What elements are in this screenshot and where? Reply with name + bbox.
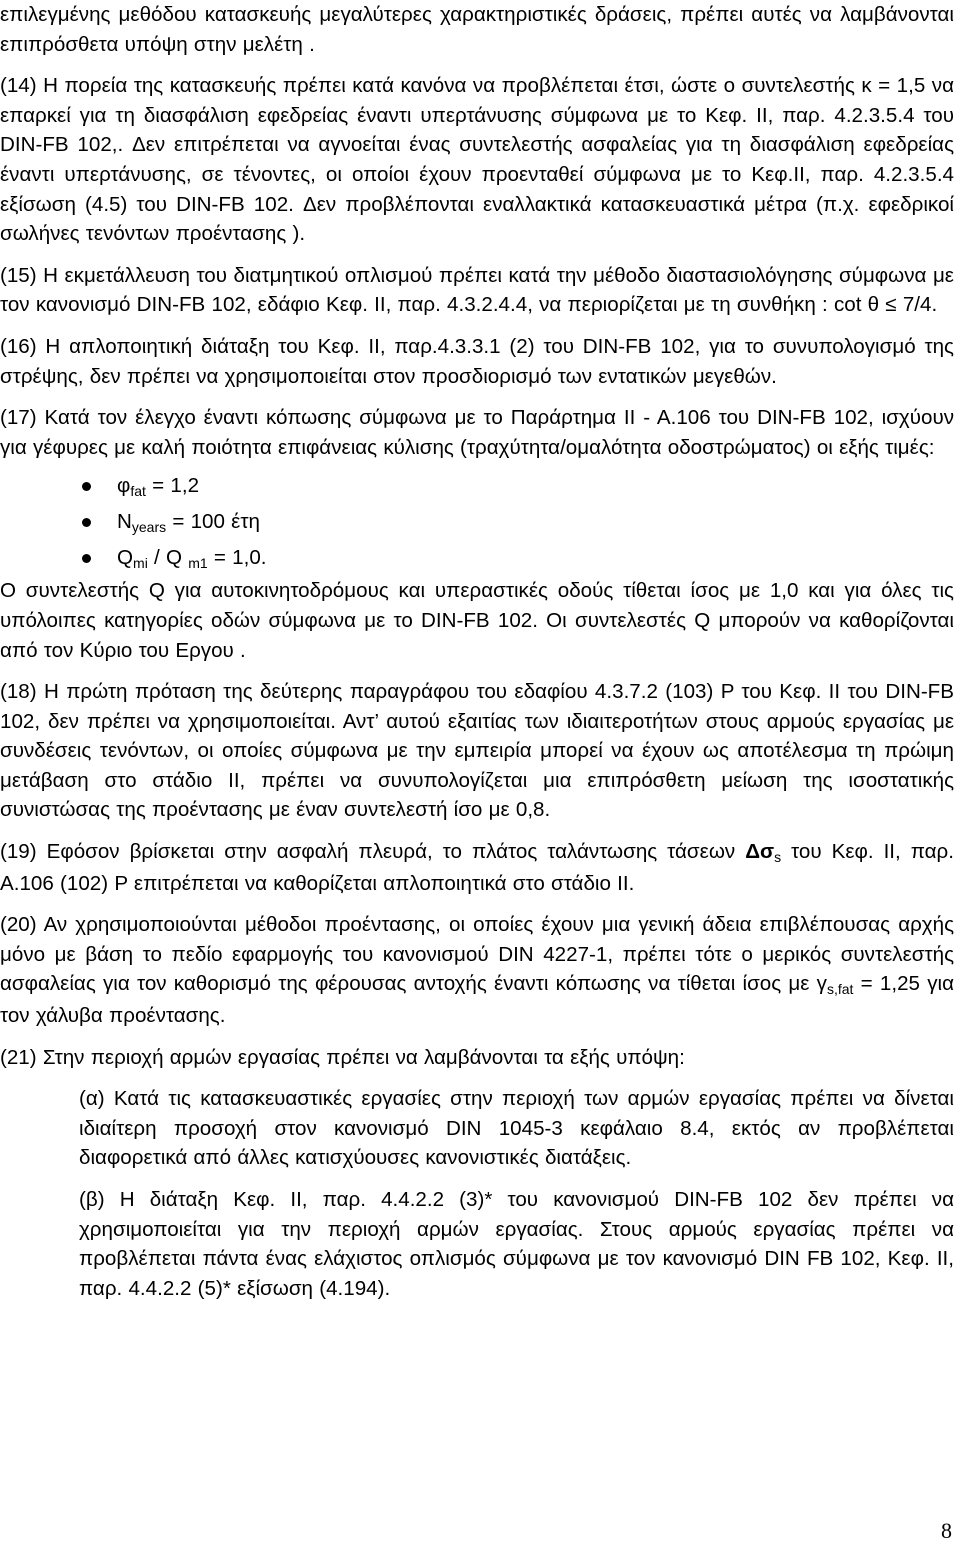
paragraph-14: (14) Η πορεία της κατασκευής πρέπει κατά κανόνα να προβλέπεται έτσι, ώστε ο συντελεστής κ = 1,5 να επαρκεί για τη διασφάλιση εφεδρείας έναντι υπερτάνυσης σύμφωνα με το Κεφ. ΙΙ, παρ. 4.2.3.5.4 του DIN-FB 102,. Δεν επιτρέπεται να αγνοείται ένας συντελεστής ασφαλείας για τη διασφάλιση εφεδρείας έναντι υπερτάνυσης, σε τένοντες, οι οποίοι έχουν προενταθεί σύμφωνα με το Κεφ.ΙΙ, παρ. 4.2.3.5.4 εξίσωση (4.5) του DIN-FB 102. Δεν προβλέπονται εναλλακτικά κατασκευαστικά μέτρα (π.χ. εφεδρικοί σωλήνες τενόντων προέντασης ). [0, 74, 954, 246]
page-number: 8 [941, 1518, 952, 1544]
list-item: Nyears = 100 έτη [0, 504, 954, 540]
list-item: Qmi / Q m1 = 1,0. [0, 540, 954, 576]
paragraph-17: (17) Κατά τον έλεγχο έναντι κόπωσης σύμφωνα με το Παράρτημα ΙΙ - Α.106 του DIN-FB 102, ισχύουν για γέφυρες με καλή ποιότητα επιφάνειας κύλισης (τραχύτητα/ομαλότητα οδοστρώματος) οι εξής τιμές: [0, 406, 954, 459]
paragraph-intro: επιλεγμένης μεθόδου κατασκευής μεγαλύτερες χαρακτηριστικές δράσεις, πρέπει αυτές να λαμβάνονται επιπρόσθετα υπόψη στην μελέτη . [0, 3, 954, 56]
paragraph-17-continued: Ο συντελεστής Q για αυτοκινητοδρόμους και υπεραστικές οδούς τίθεται ίσος με 1,0 και για όλες τις υπόλοιπες κατηγορίες οδών σύμφωνα με το DIN-FB 102. Οι συντελεστές Q μπορούν να καθορίζονται από τον Κύριο του Εργου . [0, 579, 954, 662]
list-item: φfat = 1,2 [0, 468, 954, 504]
paragraph-21: (21) Στην περιοχή αρμών εργασίας πρέπει να λαμβάνονται τα εξής υπόψη: [0, 1045, 685, 1069]
bullet-icon [82, 518, 91, 527]
bullet-icon [82, 482, 91, 491]
paragraph-19: (19) Εφόσον βρίσκεται στην ασφαλή πλευρά, το πλάτος ταλάντωσης τάσεων Δσs του Κεφ. ΙΙ, παρ. Α.106 (102) P επιτρέπεται να καθορίζεται απλοποιητικά στο στάδιο ΙΙ. [0, 840, 954, 895]
paragraph-20: (20) Αν χρησιμοποιούνται μέθοδοι προέντασης, οι οποίες έχουν μια γενική άδεια επιβλέπουσας αρχής μόνο με βάση το πεδίο εφαρμογής του κανονισμού DIN 4227-1, πρέπει τότε ο μερικός συντελεστής ασφαλείας για τον καθορισμό της φέρουσας αντοχής έναντι κόπωσης να τίθεται ίσος με γs,fat = 1,25 για τον χάλυβα προέντασης. [0, 913, 954, 1028]
fatigue-values-list [0, 468, 954, 576]
paragraph-21-b: (β) Η διάταξη Κεφ. ΙΙ, παρ. 4.4.2.2 (3)* του κανονισμού DIN-FB 102 δεν πρέπει να χρησιμοποιείται για την περιοχή αρμών εργασίας. Στους αρμούς εργασίας πρέπει να προβλέπεται πάντα ένας ελάχιστος οπλισμός σύμφωνα με τον κανονισμό DIN FB 102, Κεφ. ΙΙ, παρ. 4.4.2.2 (5)* εξίσωση (4.194). [79, 1188, 954, 1300]
paragraph-15: (15) Η εκμετάλλευση του διατμητικού οπλισμού πρέπει κατά την μέθοδο διαστασιολόγησης σύμφωνα με τον κανονισμό DIN-FB 102, εδάφιο Κεφ. ΙΙ, παρ. 4.3.2.4.4, να περιορίζεται με τη συνθήκη : cot θ ≤ 7/4. [0, 263, 954, 317]
paragraph-16: (16) Η απλοποιητική διάταξη του Κεφ. ΙΙ, παρ.4.3.3.1 (2) του DIN-FB 102, για το συνυπολογισμό της στρέψης, δεν πρέπει να χρησιμοποιείται στον προσδιορισμό των εντατικών μεγεθών. [0, 334, 954, 388]
paragraph-18: (18) Η πρώτη πρόταση της δεύτερης παραγράφου του εδαφίου 4.3.7.2 (103) P του Κεφ. ΙΙ του DIN-FB 102, δεν πρέπει να χρησιμοποιείται. Αντ’ αυτού εξαιτίας των ιδιαιτεροτήτων στους αρμούς εργασίας με συνδέσεις τενόντων, οι οποίες σύμφωνα με την εμπειρία μπορεί να έχουν ως αποτέλεσμα τη πρώιμη μετάβαση στο στάδιο ΙΙ, πρέπει να συνυπολογίζεται μια επιπρόσθετη μείωση της ισοστατικής συνιστώσας της προέντασης με έναν συντελεστή ίσο με 0,8. [0, 680, 954, 822]
paragraph-21-a: (α) Κατά τις κατασκευαστικές εργασίες στην περιοχή των αρμών εργασίας πρέπει να δίνεται ιδιαίτερη προσοχή στον κανονισμό DIN 1045-3 κεφάλαιο 8.4, εκτός αν προβλέπεται διαφορετικά από άλλες κατισχύουσες κανονιστικές διατάξεις. [79, 1087, 954, 1170]
bullet-icon [82, 554, 91, 563]
